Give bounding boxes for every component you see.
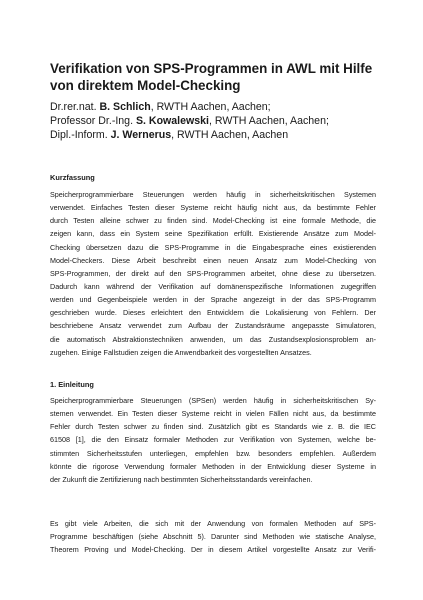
text-line: Es gibt viele Arbeiten, die sich mit der Anwendung von formalen Methoden auf SPS- — [50, 519, 376, 528]
text-line: geschrieben wurde. Dieses erleichtert den Entwicklern die Lokalisierung von Fehlern. Der — [50, 308, 376, 318]
text-line: der Zukunft die Zertifizierung nach bestimmten Sicherheitsstandards vereinfachen. — [50, 474, 313, 484]
text-line: Dadurch kann während der Verifikation auf domänenspezifische Informationen zugegriffen — [50, 281, 376, 291]
author-name: S. Kowalewski — [135, 115, 209, 127]
text-line: Fehler durch Testen schwer zu finden sind. Zusätzlich gibt es Standards wie z. B. die IEC — [50, 422, 376, 432]
text-line: Speicherprogrammierbare Steuerungen (SPSen) werden häufig in sicherheitskritischen Sy- — [50, 396, 376, 405]
author-list — [50, 100, 390, 142]
author-title: Dr.rer.nat. — [50, 101, 100, 113]
text-line: Programme beschäftigen (siehe Abschnitt 5). Darunter sind Methoden wie statische Analyse, — [50, 532, 376, 542]
text-line: die automatisch Abstraktionstechniken anwenden, um das Zustandsexplosionsproblem an- — [50, 334, 376, 344]
text-line: Theorem Proving und Model-Checking. Der in diesem Artikel vorgestellte Ansatz zur Verifi- — [50, 545, 376, 555]
text-line: beschriebene Ansatz verwendet zum Aufbau der Zustandsräume angepasste Simulatoren, — [50, 321, 376, 331]
text-line: verwendet. Einfaches Testen dieser Systeme reicht häufig nicht aus, da bestimmte Fehler — [50, 203, 376, 213]
section-paragraph — [50, 517, 376, 556]
text-line: zeigen kann, dass ein System seine Spezifikation erfüllt. Existierende Ansätze zum Model- — [50, 229, 376, 239]
author-name: J. Wernerus — [110, 129, 172, 141]
text-line: durch Testen alleine schwer zu finden sind. Model-Checking ist eine formale Methode, die — [50, 216, 376, 226]
author-title: Dipl.-Inform. — [50, 129, 111, 141]
abstract-heading: Kurzfassung — [50, 173, 95, 182]
author-line — [50, 128, 390, 142]
author-line — [50, 100, 390, 114]
author-affiliation: , RWTH Aachen, Aachen; — [150, 101, 271, 113]
text-line: 61508 [1], die den Einsatz formaler Methoden zur Verifikation von Systemen, welche be- — [50, 435, 376, 445]
section-paragraph — [50, 394, 376, 486]
text-line: Checking übersetzen dazu die SPS-Programme in die Eingabesprache eines existierenden — [50, 242, 376, 252]
text-line: könnte die rigorose Verwendung formaler Methoden in der Entwicklung dieser Systeme in — [50, 461, 376, 471]
text-line: SPS-Programmen, der direkt auf den SPS-Programmen arbeitet, ohne diese zu übersetzen. — [50, 268, 376, 278]
author-affiliation: , RWTH Aachen, Aachen — [171, 129, 289, 141]
author-affiliation: , RWTH Aachen, Aachen; — [208, 115, 329, 127]
text-line: stemen verwendet. Ein Testen dieser Systeme reicht in vielen Fällen nicht aus, da bestimmte — [50, 409, 376, 419]
author-title: Professor Dr.-Ing. — [50, 115, 136, 127]
paper-title: Verifikation von SPS-Programmen in AWL mit Hilfe von direktem Model-Checking — [50, 61, 373, 93]
section-heading: 1. Einleitung — [50, 380, 94, 389]
author-name: B. Schlich — [99, 101, 151, 113]
text-line: Speicherprogrammierbare Steuerungen werden häufig in sicherheitskritischen Systemen — [50, 190, 376, 199]
text-line: werden und Gegenbeispiele werden in der Sprache angezeigt in der das SPS-Programm — [50, 295, 376, 305]
abstract-text — [50, 188, 376, 359]
author-line — [50, 114, 390, 128]
text-line: Model-Checkers. Diese Arbeit beschreibt einen neuen Ansatz zum Model-Checking von — [50, 255, 376, 265]
text-line: zugehen. Einige Fallstudien zeigen die Anwendbarkeit des vorgestellten Ansatzes. — [50, 347, 312, 357]
text-line: stimmten Sicherheitsstufen unterliegen, empfehlen bzw. besonders empfehlen. Außerdem — [50, 448, 376, 458]
